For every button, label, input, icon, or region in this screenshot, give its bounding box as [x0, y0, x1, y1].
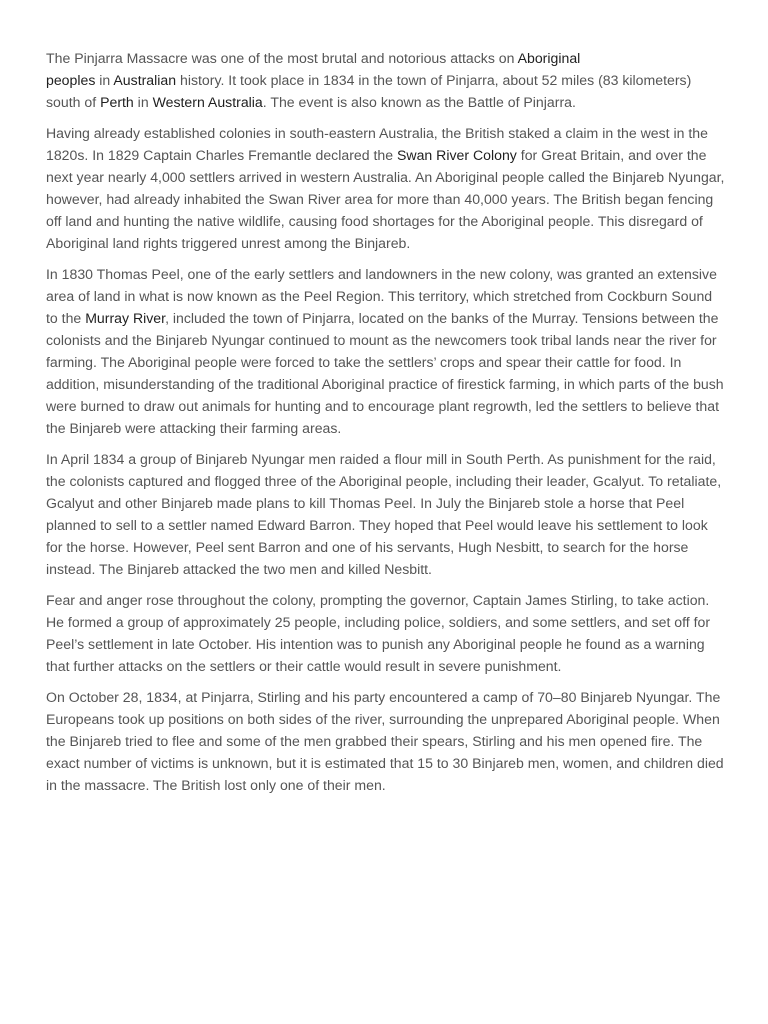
text: , included the town of Pinjarra, located on the banks of the Murray. Tensions between the colonists and the Binjareb Nyungar continued to mount as the newcomers took tribal lands near the river for farming. The Aboriginal people were forced to take the settlers’ crops and spear their cattle for food. In addition, misunderstanding of the traditional Aboriginal practice of firestick farming, in which parts of the bush were burned to draw out animals for hunting and to encourage plant regrowth, led the settlers to believe that the Binjareb were attacking their farming areas.	[46, 310, 724, 436]
link-perth[interactable]: Perth	[100, 94, 134, 110]
link-western-australia[interactable]: Western Australia	[152, 94, 263, 110]
text: in	[95, 72, 114, 88]
link-swan-river-colony[interactable]: Swan River Colony	[397, 147, 517, 163]
text: history. It took place in 1834 in the town of Pinjarra, about 52 miles (83 kilometers) south of	[46, 72, 692, 110]
paragraph-massacre: On October 28, 1834, at Pinjarra, Stirling and his party encountered a camp of 70–80 Binjareb Nyungar. The Europeans took up positions on both sides of the river, surrounding the unprepared Aboriginal people. When the Binjareb tried to flee and some of the men grabbed their spears, Stirling and his men opened fire. The exact number of victims is unknown, but it is estimated that 15 to 30 Binjareb men, women, and children died in the massacre. The British lost only one of their men.	[46, 689, 724, 793]
paragraph-peel	[46, 263, 726, 439]
link-murray-river[interactable]: Murray River	[85, 310, 166, 326]
text: In 1830 Thomas Peel, one of the early settlers and landowners in the new colony, was granted an extensive area of land in what is now known as the Peel Region. This territory, which stretched from Cockburn Sound to the	[46, 266, 717, 326]
paragraph-colonies	[46, 122, 726, 254]
link-aboriginal[interactable]: Aboriginal	[517, 50, 581, 66]
text: The Pinjarra Massacre was one of the most brutal and notorious attacks on	[46, 50, 518, 66]
paragraph-raid: In April 1834 a group of Binjareb Nyungar men raided a flour mill in South Perth. As punishment for the raid, the colonists captured and flogged three of the Aboriginal people, including their leader, Gcalyut. To retaliate, Gcalyut and other Binjareb made plans to kill Thomas Peel. In July the Binjareb stole a horse that Peel planned to sell to a settler named Edward Barron. They hoped that Peel would leave his settlement to look for the horse. However, Peel sent Barron and one of his servants, Hugh Nesbitt, to search for the horse instead. The Binjareb attacked the two men and killed Nesbitt.	[46, 451, 722, 577]
article-body	[46, 47, 726, 805]
text: in	[133, 94, 153, 110]
paragraph-intro	[46, 47, 726, 113]
text: for Great Britain, and over the next year nearly 4,000 settlers arrived in western Australia. An Aboriginal people called the Binjareb Nyungar, however, had already inhabited the Swan River area for more than 40,000 years. The British began fencing off land and hunting the native wildlife, causing food shortages for the Aboriginal people. This disregard of Aboriginal land rights triggered unrest among the Binjareb.	[46, 147, 725, 251]
link-peoples[interactable]: peoples	[46, 72, 96, 88]
link-australian[interactable]: Australian	[113, 72, 177, 88]
text: . The event is also known as the Battle of Pinjarra.	[262, 94, 576, 110]
text: Having already established colonies in south-eastern Australia, the British staked a claim in the west in the 1820s. In 1829 Captain Charles Fremantle declared the	[46, 125, 708, 163]
paragraph-stirling: Fear and anger rose throughout the colony, prompting the governor, Captain James Stirling, to take action. He formed a group of approximately 25 people, including police, soldiers, and some settlers, and set off for Peel’s settlement in late October. His intention was to punish any Aboriginal people he found as a warning that further attacks on the settlers or their cattle would result in severe punishment.	[46, 592, 711, 674]
